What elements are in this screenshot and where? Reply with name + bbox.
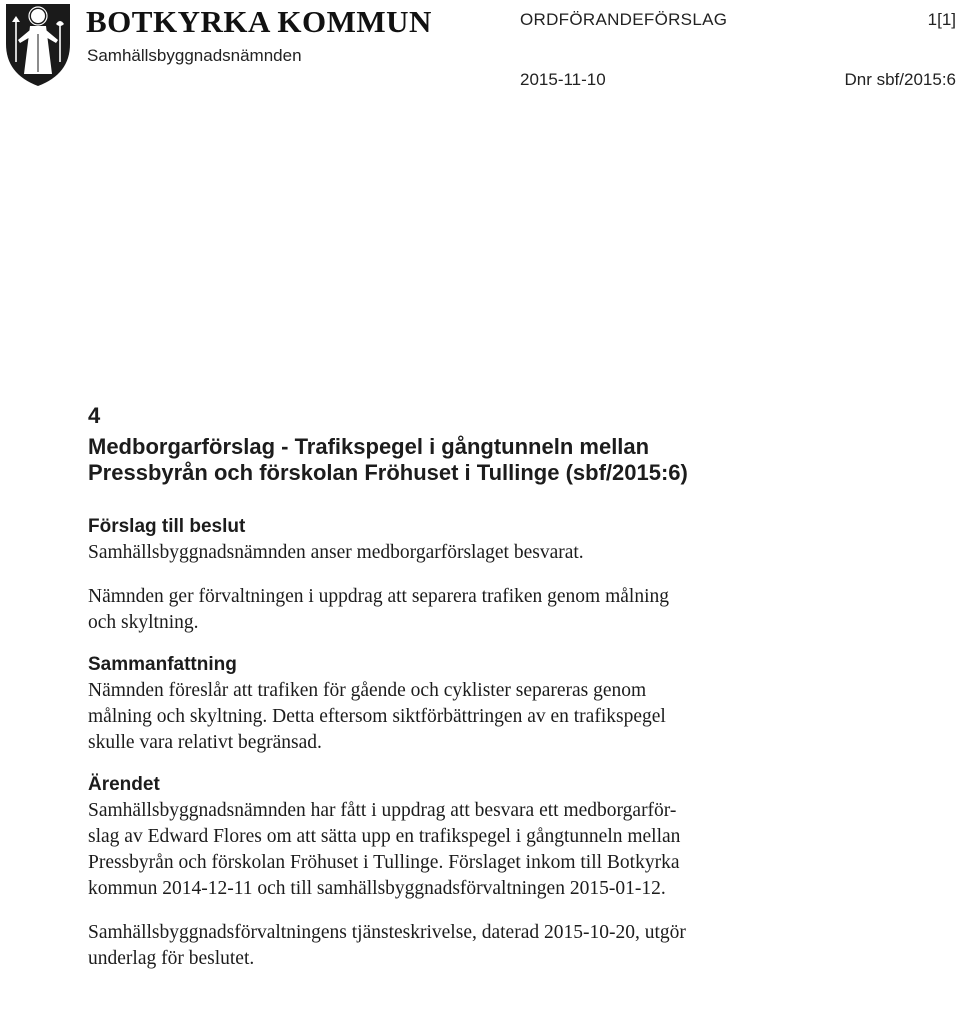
item-title-line: Medborgarförslag - Trafikspegel i gångtunneln mellan — [88, 434, 650, 459]
text-line: underlag för beslutet. — [88, 948, 255, 969]
text-line: skulle vara relativt begränsad. — [88, 732, 322, 753]
text-line: kommun 2014-12-11 och till samhällsbyggnadsförvaltningen 2015-01-12. — [88, 878, 666, 899]
proposal-heading: Förslag till beslut — [88, 516, 246, 537]
matter-paragraph — [88, 920, 808, 972]
page-count: 1[1] — [927, 10, 956, 29]
coat-of-arms-icon — [2, 0, 74, 88]
text-line: Samhällsbyggnadsförvaltningens tjänsteskrivelse, daterad 2015-10-20, utgör — [88, 922, 686, 943]
item-title — [88, 434, 948, 486]
proposal-paragraph: Samhällsbyggnadsnämnden anser medborgarförslaget besvarat. — [88, 542, 584, 563]
organization-name: BOTKYRKA KOMMUN — [86, 4, 432, 39]
text-line: Pressbyrån och förskolan Fröhuset i Tullinge. Förslaget inkom till Botkyrka — [88, 852, 680, 873]
item-number: 4 — [88, 403, 101, 428]
document-type: ORDFÖRANDEFÖRSLAG — [520, 10, 728, 29]
proposal-paragraph — [88, 584, 808, 636]
text-line: målning och skyltning. Detta eftersom siktförbättringen av en trafikspegel — [88, 706, 666, 727]
registration-number: Dnr sbf/2015:6 — [844, 70, 956, 89]
text-line: Samhällsbyggnadsnämnden har fått i uppdrag att besvara ett medborgarför- — [88, 800, 677, 821]
text-line: slag av Edward Flores om att sätta upp en trafikspegel i gångtunneln mellan — [88, 826, 681, 847]
text-line: och skyltning. — [88, 612, 199, 633]
summary-paragraph — [88, 678, 808, 756]
matter-heading: Ärendet — [88, 774, 160, 795]
document-body — [88, 400, 948, 972]
department-name: Samhällsbyggnadsnämnden — [87, 46, 302, 65]
item-title-line: Pressbyrån och förskolan Fröhuset i Tullinge (sbf/2015:6) — [88, 460, 688, 485]
text-line: Nämnden ger förvaltningen i uppdrag att separera trafiken genom målning — [88, 586, 670, 607]
text-line: Nämnden föreslår att trafiken för gående och cyklister separeras genom — [88, 680, 647, 701]
matter-paragraph — [88, 798, 808, 902]
summary-heading: Sammanfattning — [88, 654, 237, 675]
document-date: 2015-11-10 — [520, 70, 606, 89]
